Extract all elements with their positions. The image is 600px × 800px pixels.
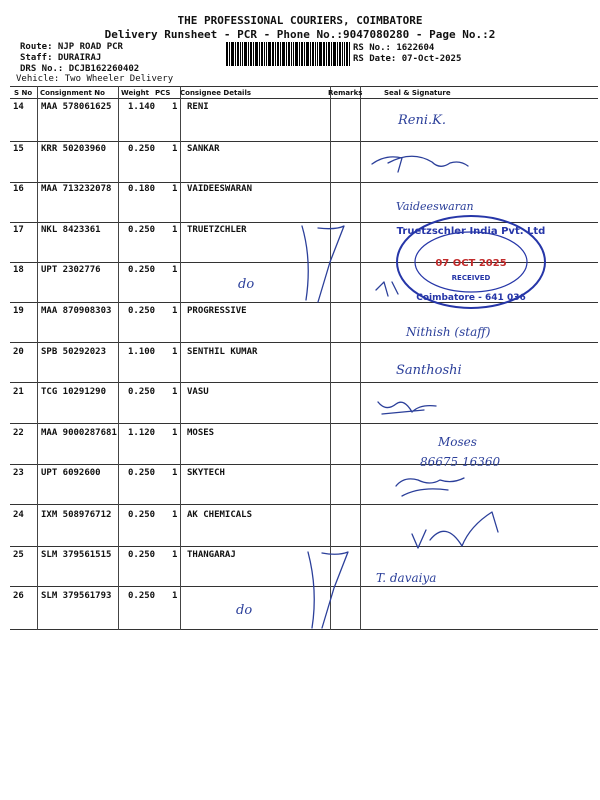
row-consignment: SLM 379561515 bbox=[41, 550, 112, 560]
row-weight: 1.140 bbox=[128, 102, 156, 112]
col-header-weight: Weight bbox=[121, 89, 149, 97]
staff-label: Staff: DURAIRAJ bbox=[20, 53, 102, 63]
stamp-status: RECEIVED bbox=[451, 274, 491, 282]
row-pcs: 1 bbox=[172, 468, 178, 478]
row-pcs: 1 bbox=[172, 184, 178, 194]
signature-thangaraj: T. davaiya bbox=[376, 571, 437, 585]
row-consignment: UPT 2302776 bbox=[41, 265, 101, 275]
row-pcs: 1 bbox=[172, 102, 178, 112]
row-pcs: 1 bbox=[172, 428, 178, 438]
row-sno: 18 bbox=[13, 265, 24, 275]
signature-moses-phone: 86675 16360 bbox=[420, 455, 501, 469]
ditto-bracket bbox=[302, 226, 308, 300]
signature-sankar bbox=[372, 156, 468, 172]
row-sno: 23 bbox=[13, 468, 24, 478]
rs-date: RS Date: 07-Oct-2025 bbox=[353, 54, 462, 64]
ditto-bracket bbox=[308, 552, 314, 628]
row-consignment: NKL 8423361 bbox=[41, 225, 101, 235]
row-sno: 21 bbox=[13, 387, 24, 397]
row-consignee: SENTHIL KUMAR bbox=[187, 347, 258, 357]
ditto-bracket bbox=[322, 552, 348, 628]
row-sno: 24 bbox=[13, 510, 24, 520]
drs-number: DRS No.: DCJB162260402 bbox=[20, 64, 140, 74]
row-weight: 0.250 bbox=[128, 468, 156, 478]
signature-moses: Moses bbox=[438, 435, 477, 449]
row-consignee: MOSES bbox=[187, 428, 215, 438]
row-consignee: TRUETZCHLER bbox=[187, 225, 247, 235]
company-title: THE PROFESSIONAL COURIERS, COIMBATORE bbox=[177, 14, 423, 27]
company-stamp bbox=[392, 212, 550, 312]
row-weight: 1.120 bbox=[128, 428, 156, 438]
row-pcs: 1 bbox=[172, 591, 178, 601]
row-consignment: IXM 508976712 bbox=[41, 510, 112, 520]
row-sno: 19 bbox=[13, 306, 24, 316]
row-sno: 14 bbox=[13, 102, 24, 112]
row-weight: 0.250 bbox=[128, 144, 156, 154]
row-weight: 1.100 bbox=[128, 347, 156, 357]
row-consignee: RENI bbox=[187, 102, 209, 112]
signature-ak-chemicals bbox=[412, 512, 498, 548]
col-header-sno: S No bbox=[14, 89, 33, 97]
row-consignment: MAA 578061625 bbox=[41, 102, 112, 112]
signature-vasu bbox=[378, 402, 436, 414]
signature-vaideeswaran: Vaideeswaran bbox=[396, 200, 474, 213]
row-pcs: 1 bbox=[172, 510, 178, 520]
row-weight: 0.250 bbox=[128, 306, 156, 316]
row-consignee: AK CHEMICALS bbox=[187, 510, 253, 520]
rs-number: RS No.: 1622604 bbox=[353, 43, 435, 53]
row-consignment: TCG 10291290 bbox=[41, 387, 107, 397]
row-sno: 15 bbox=[13, 144, 24, 154]
row-consignment: MAA 713232078 bbox=[41, 184, 112, 194]
signature-reni: Reni.K. bbox=[398, 113, 446, 128]
row-consignment: KRR 50203960 bbox=[41, 144, 107, 154]
row-sno: 26 bbox=[13, 591, 24, 601]
row-weight: 0.180 bbox=[128, 184, 156, 194]
row-weight: 0.250 bbox=[128, 265, 156, 275]
ditto-mark: do bbox=[236, 603, 253, 618]
row-consignee: THANGARAJ bbox=[187, 550, 236, 560]
row-sno: 22 bbox=[13, 428, 24, 438]
row-consignment: SLM 379561793 bbox=[41, 591, 112, 601]
signature-progressive: Nithish (staff) bbox=[406, 325, 491, 339]
row-consignee: VASU bbox=[187, 387, 209, 397]
row-sno: 25 bbox=[13, 550, 24, 560]
row-pcs: 1 bbox=[172, 225, 178, 235]
row-weight: 0.250 bbox=[128, 550, 156, 560]
row-pcs: 1 bbox=[172, 144, 178, 154]
row-weight: 0.250 bbox=[128, 510, 156, 520]
row-consignment: SPB 50292023 bbox=[41, 347, 107, 357]
row-sno: 17 bbox=[13, 225, 24, 235]
row-pcs: 1 bbox=[172, 265, 178, 275]
row-pcs: 1 bbox=[172, 347, 178, 357]
row-weight: 0.250 bbox=[128, 387, 156, 397]
row-pcs: 1 bbox=[172, 387, 178, 397]
route-label: Route: NJP ROAD PCR bbox=[20, 42, 123, 52]
ditto-bracket bbox=[318, 226, 344, 302]
row-sno: 16 bbox=[13, 184, 24, 194]
row-consignee: PROGRESSIVE bbox=[187, 306, 247, 316]
row-sno: 20 bbox=[13, 347, 24, 357]
runsheet-subtitle: Delivery Runsheet - PCR - Phone No.:9047080280 - Page No.:2 bbox=[104, 28, 496, 41]
row-weight: 0.250 bbox=[128, 591, 156, 601]
row-consignment: UPT 6092600 bbox=[41, 468, 101, 478]
stamp-date: 07 OCT 2025 bbox=[435, 258, 507, 269]
row-weight: 0.250 bbox=[128, 225, 156, 235]
signature-skytech bbox=[396, 478, 464, 496]
row-pcs: 1 bbox=[172, 550, 178, 560]
row-pcs: 1 bbox=[172, 306, 178, 316]
col-header-consignee: Consignee Details bbox=[180, 89, 252, 97]
stamp-company: Truetzschler India Pvt. Ltd bbox=[396, 226, 546, 237]
row-consignee: SKYTECH bbox=[187, 468, 225, 478]
row-consignee: VAIDEESWARAN bbox=[187, 184, 253, 194]
ditto-mark: do bbox=[238, 277, 255, 292]
signature-senthil: Santhoshi bbox=[396, 363, 462, 378]
vehicle-label: Vehicle: Two Wheeler Delivery bbox=[16, 74, 174, 84]
col-header-consignment: Consignment No bbox=[40, 89, 105, 97]
col-header-pcs: PCS bbox=[155, 89, 171, 97]
row-consignment: MAA 870908303 bbox=[41, 306, 112, 316]
col-header-remarks: Remarks bbox=[328, 89, 363, 97]
row-consignee: SANKAR bbox=[187, 144, 220, 154]
row-consignment: MAA 9000287681 bbox=[41, 428, 117, 438]
col-header-seal: Seal & Signature bbox=[384, 89, 451, 97]
stamp-place: Coimbatore - 641 036 bbox=[416, 293, 526, 303]
